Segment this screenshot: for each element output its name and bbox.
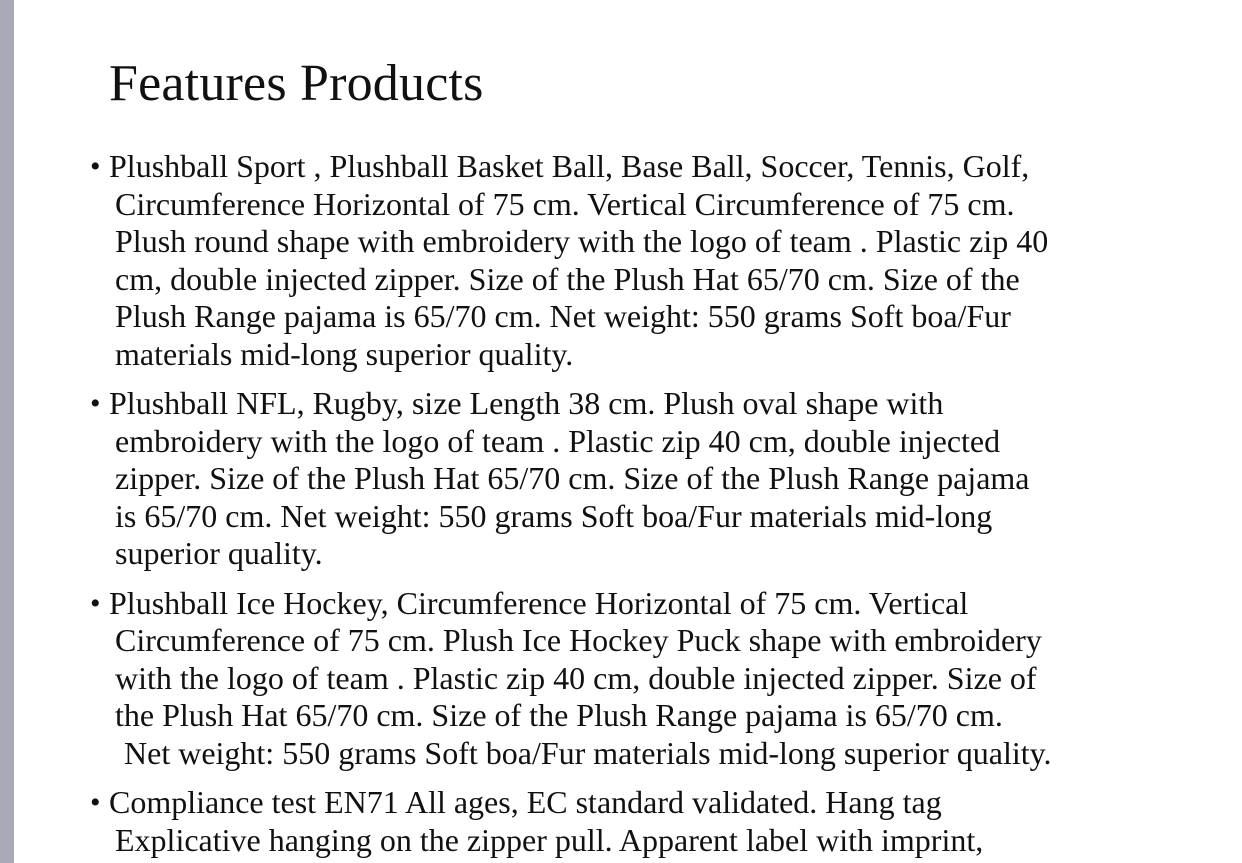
bullet-text [90,784,1235,859]
text-line: cm, double injected zipper. Size of the Plush Hat 65/70 cm. Size of the [115,260,1020,297]
bullet-item-ice-hockey [90,585,1235,773]
text-line: Plushball Sport , Plushball Basket Ball, Base Ball, Soccer, Tennis, Golf, [109,148,1030,184]
text-line: Plush round shape with embroidery with the logo of team . Plastic zip 40 [115,223,1049,259]
text-line: Plushball NFL, Rugby, size Length 38 cm. Plush oval shape with [109,385,944,421]
bullet-text [90,385,1235,573]
feature-bullet-list [90,148,1235,863]
text-line: embroidery with the logo of team . Plastic zip 40 cm, double injected [115,422,1001,459]
text-line: zipper. Size of the Plush Hat 65/70 cm. Size of the Plush Range pajama [115,460,1030,496]
text-line: superior quality. [115,535,323,571]
text-line: Circumference of 75 cm. Plush Ice Hockey Puck shape with embroidery [115,622,1042,658]
slide-page [14,0,1242,863]
text-line: Plushball Ice Hockey, Circumference Horizontal of 75 cm. Vertical [109,584,969,621]
bullet-icon: • [90,387,101,420]
left-border-strip [0,0,14,863]
bullet-text [90,585,1235,773]
text-line: with the logo of team . Plastic zip 40 cm, double injected zipper. Size of [115,659,1037,696]
text-line: Circumference Horizontal of 75 cm. Vertical Circumference of 75 cm. [115,185,1015,222]
text-line: Plush Range pajama is 65/70 cm. Net weight: 550 grams Soft boa/Fur [115,298,1011,334]
bullet-icon: • [90,150,101,183]
bullet-text [90,148,1235,373]
bullet-icon: • [90,786,101,819]
bullet-item-compliance [90,784,1235,859]
text-line: is 65/70 cm. Net weight: 550 grams Soft boa/Fur materials mid-long [115,497,993,534]
text-line: the Plush Hat 65/70 cm. Size of the Plush Range pajama is 65/70 cm. [115,697,1003,733]
text-line: Compliance test EN71 All ages, EC standard validated. Hang tag [109,784,942,820]
bullet-item-nfl [90,385,1235,573]
text-line: Explicative hanging on the zipper pull. Apparent label with imprint, [115,821,984,858]
text-line: materials mid-long superior quality. [115,335,574,372]
bullet-item-sport [90,148,1235,373]
text-line: Net weight: 550 grams Soft boa/Fur materials mid-long superior quality. [124,734,1052,771]
page-title: Features Products [109,55,484,112]
bullet-icon: • [90,586,101,620]
